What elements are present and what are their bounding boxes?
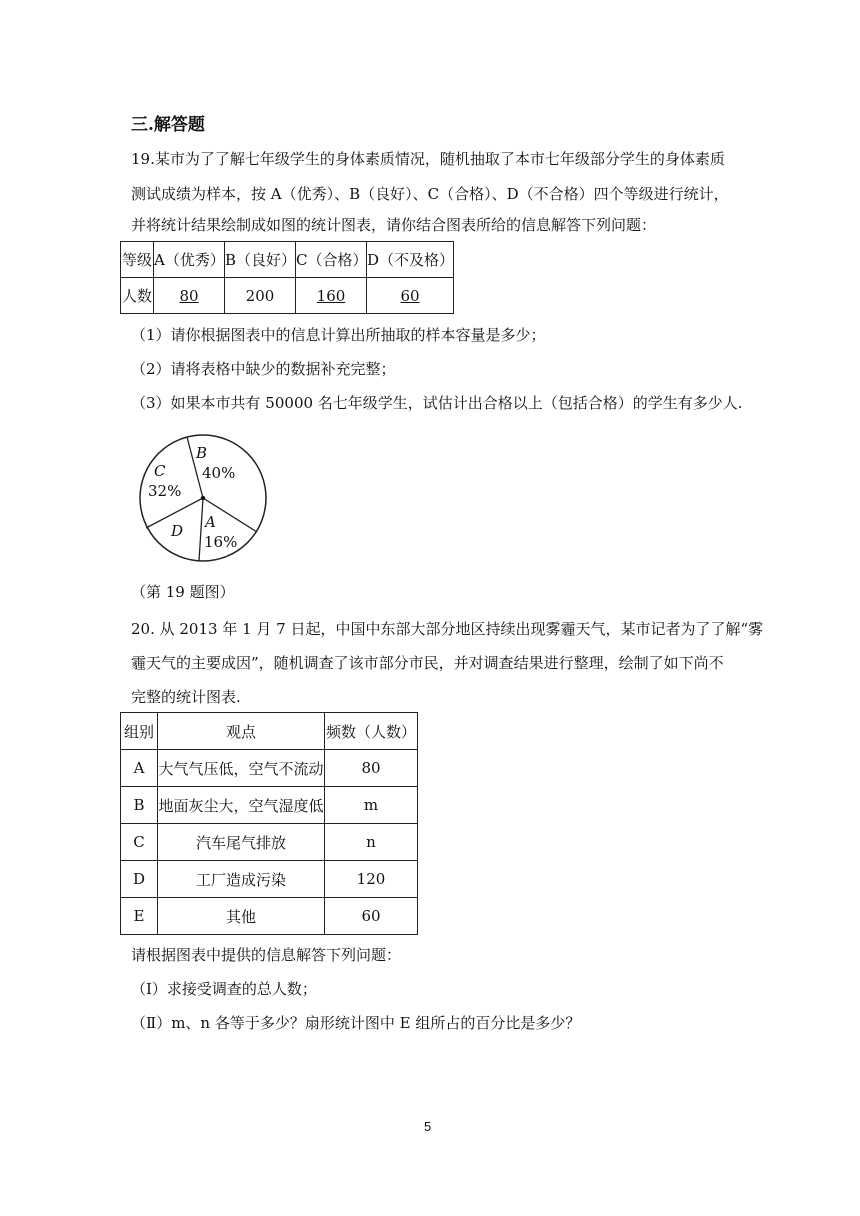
table-cell: m <box>325 787 418 824</box>
table-cell: A <box>121 750 158 787</box>
page-number: 5 <box>424 1119 432 1134</box>
q20-line-1: 20. 从 2013 年 1 月 7 日起，中国中东部大部分地区持续出现雾霾天气，某市记者为了了解“雾 <box>131 620 764 638</box>
q20-opinion-table <box>120 712 418 935</box>
answer-value: 160 <box>316 286 346 305</box>
q19-grade-table <box>120 241 454 314</box>
q20-after-line-3: （Ⅱ）m、n 各等于多少？扇形统计图中 E 组所占的百分比是多少？ <box>131 1014 581 1032</box>
pie-label-c-percent: 32% <box>148 482 182 500</box>
table-cell <box>367 278 454 314</box>
table-cell: 汽车尾气排放 <box>158 824 325 861</box>
table-cell: 200 <box>225 278 296 314</box>
table-header-cell: D（不及格） <box>367 242 454 278</box>
q19-question-1: （1）请你根据图表中的信息计算出所抽取的样本容量是多少； <box>131 326 546 344</box>
table-header-cell: C（合格） <box>296 242 367 278</box>
pie-label-d: D <box>171 522 184 540</box>
table-cell: 80 <box>325 750 418 787</box>
table-cell: E <box>121 898 158 935</box>
pie-label-b: B <box>196 444 208 462</box>
table-cell: 其他 <box>158 898 325 935</box>
pie-center-dot <box>201 496 205 500</box>
q19-question-2: （2）请将表格中缺少的数据补充完整； <box>131 360 396 378</box>
table-cell: 工厂造成污染 <box>158 861 325 898</box>
pie-label-a-percent: 16% <box>204 533 238 551</box>
q19-line-3: 并将统计结果绘制成如图的统计图表，请你结合图表所给的信息解答下列问题： <box>131 216 657 234</box>
table-cell: 大气气压低，空气不流动 <box>158 750 325 787</box>
answer-value: 80 <box>179 286 199 305</box>
table-cell <box>154 278 225 314</box>
answer-value: 60 <box>400 286 420 305</box>
table-row <box>121 824 418 861</box>
q20-after-line-1: 请根据图表中提供的信息解答下列问题： <box>131 946 402 964</box>
q19-line-1: 19.某市为了了解七年级学生的身体素质情况，随机抽取了本市七年级部分学生的身体素质 <box>131 150 725 168</box>
table-row <box>121 750 418 787</box>
table-header-cell: 等级 <box>121 242 154 278</box>
pie-label-a: A <box>205 513 216 531</box>
q20-line-2: 霾天气的主要成因”，随机调查了该市部分市民，并对调查结果进行整理，绘制了如下尚不 <box>131 654 724 672</box>
q19-pie-chart <box>134 428 274 568</box>
table-cell: 120 <box>325 861 418 898</box>
q20-after-line-2: （Ⅰ）求接受调查的总人数； <box>131 980 317 998</box>
table-header-cell: 组别 <box>121 713 158 750</box>
table-row <box>121 898 418 935</box>
table-header-cell: A（优秀） <box>154 242 225 278</box>
table-cell: C <box>121 824 158 861</box>
q20-line-3: 完整的统计图表. <box>131 688 241 706</box>
table-header-cell: 频数（人数） <box>325 713 418 750</box>
section-title: 三.解答题 <box>131 115 205 135</box>
table-cell: D <box>121 861 158 898</box>
q19-line-2: 测试成绩为样本，按 A（优秀）、B（良好）、C（合格）、D（不合格）四个等级进行统计， <box>131 185 729 203</box>
pie-label-c: C <box>154 462 166 480</box>
figure-caption: （第 19 题图） <box>131 583 235 601</box>
table-header-cell: 观点 <box>158 713 325 750</box>
table-cell <box>296 278 367 314</box>
table-header-cell: B（良好） <box>225 242 296 278</box>
table-cell: 60 <box>325 898 418 935</box>
table-row-label: 人数 <box>121 278 154 314</box>
table-cell: B <box>121 787 158 824</box>
table-cell: n <box>325 824 418 861</box>
table-row <box>121 787 418 824</box>
pie-label-b-percent: 40% <box>202 464 236 482</box>
q19-question-3: （3）如果本市共有 50000 名七年级学生，试估计出合格以上（包括合格）的学生有多少人. <box>131 394 743 412</box>
table-cell: 地面灰尘大，空气湿度低 <box>158 787 325 824</box>
table-row <box>121 861 418 898</box>
